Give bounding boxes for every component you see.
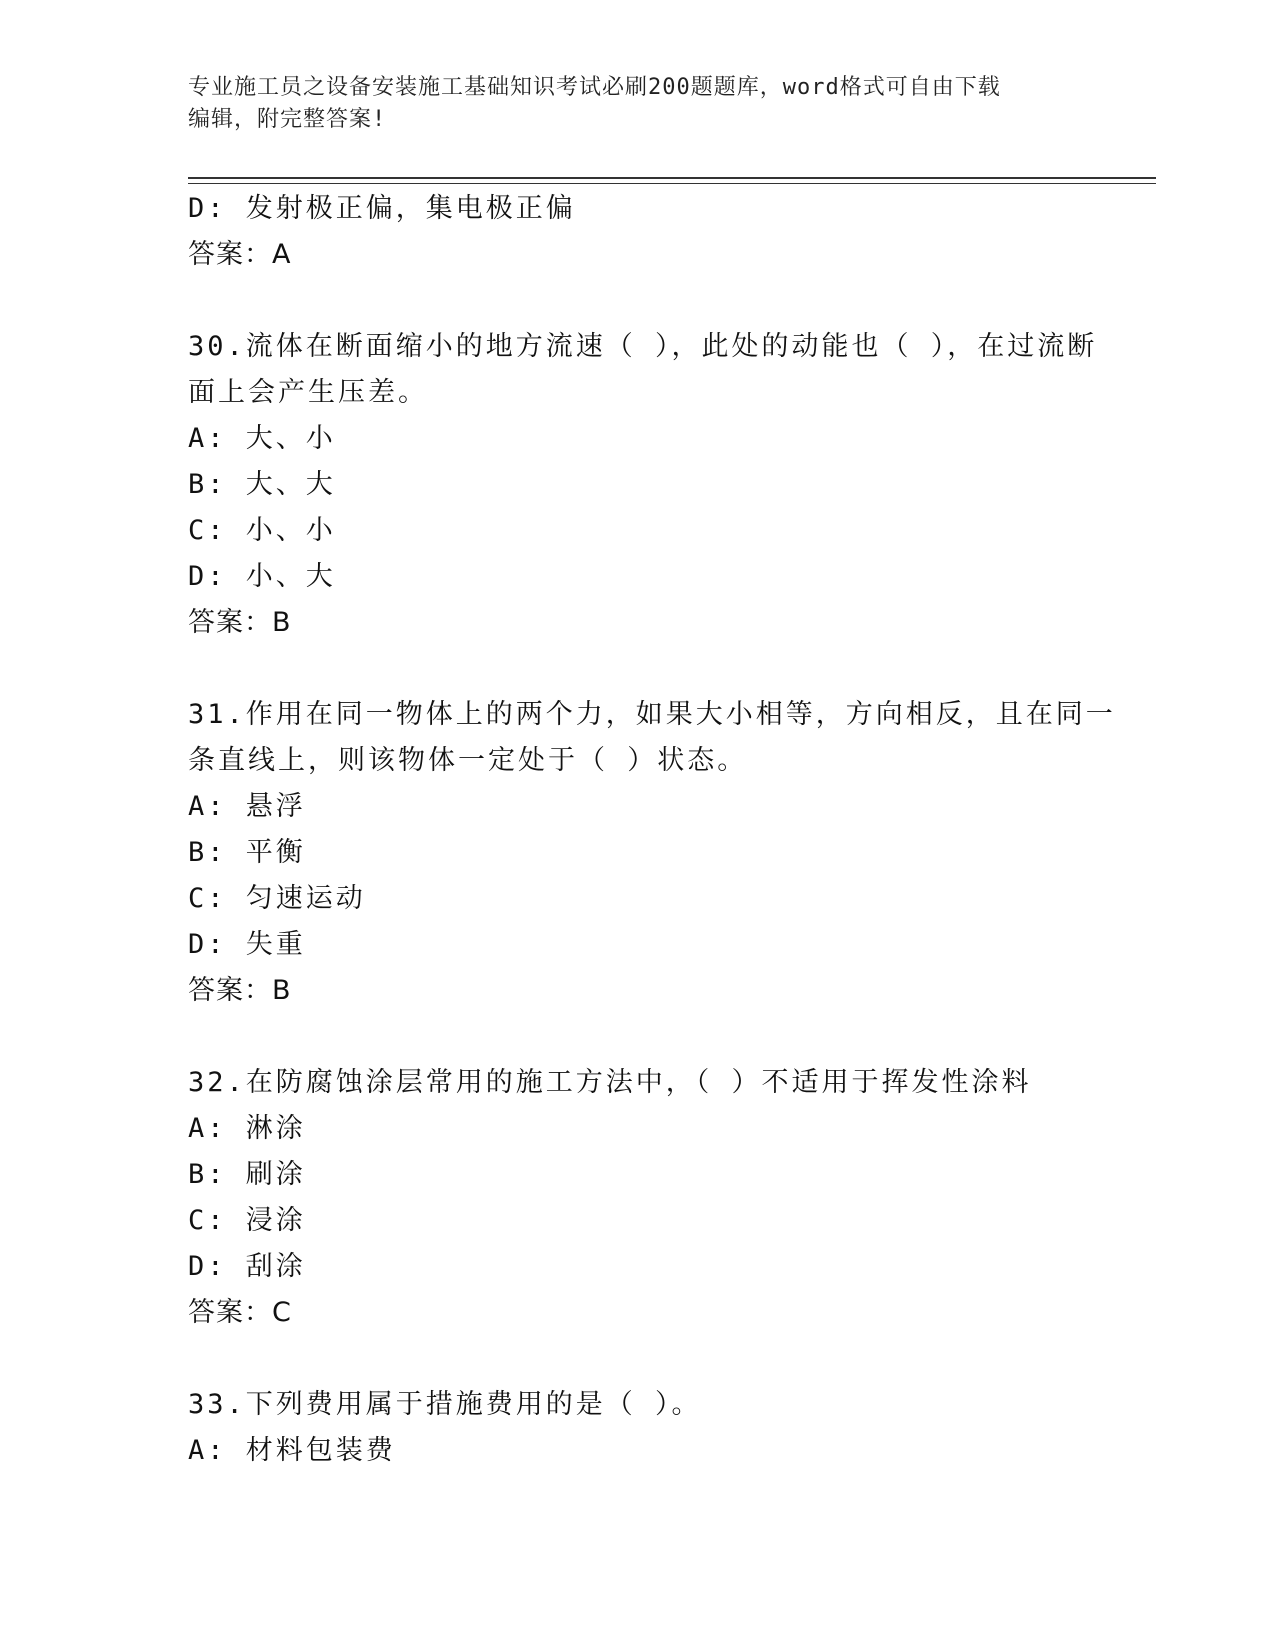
question-33	[188, 1382, 1088, 1474]
document-header	[188, 72, 1068, 136]
question-spacer	[188, 1336, 1088, 1382]
question-29-tail	[188, 186, 1088, 278]
option-d: D: 失重	[188, 929, 306, 960]
answer-line: 答案：B	[188, 607, 292, 638]
question-list	[188, 186, 1116, 1474]
answer-line: 答案：A	[188, 239, 292, 270]
question-stem-continued: 条直线上，则该物体一定处于（ ）状态。	[188, 745, 748, 776]
question-stem: 30.流体在断面缩小的地方流速（ ），此处的动能也（ ），在过流断	[188, 331, 1098, 362]
question-spacer	[188, 278, 1088, 324]
option-a: A: 大、小	[188, 423, 336, 454]
option-c: C: 匀速运动	[188, 883, 366, 914]
header-line-1: 专业施工员之设备安装施工基础知识考试必刷200题题库，word格式可自由下载	[188, 75, 1001, 100]
question-31	[188, 692, 1116, 1014]
answer-line: 答案：B	[188, 975, 292, 1006]
option-c: C: 小、小	[188, 515, 336, 546]
option-a: A: 悬浮	[188, 791, 306, 822]
option-a: A: 淋涂	[188, 1113, 306, 1144]
option-b: B: 平衡	[188, 837, 306, 868]
header-rule-thin	[188, 183, 1156, 184]
question-32	[188, 1060, 1088, 1336]
option-d: D: 小、大	[188, 561, 336, 592]
option-b: B: 刷涂	[188, 1159, 306, 1190]
question-stem: 32.在防腐蚀涂层常用的施工方法中，（ ）不适用于挥发性涂料	[188, 1067, 1032, 1098]
question-stem-continued: 面上会产生压差。	[188, 377, 428, 408]
option-b: B: 大、大	[188, 469, 336, 500]
option-c: C: 浸涂	[188, 1205, 306, 1236]
option-d: D: 发射极正偏，集电极正偏	[188, 193, 576, 224]
answer-line: 答案：C	[188, 1297, 292, 1328]
header-rule-thick	[188, 177, 1156, 179]
question-spacer	[188, 646, 1088, 692]
option-d: D: 刮涂	[188, 1251, 306, 1282]
option-a: A: 材料包装费	[188, 1435, 396, 1466]
question-spacer	[188, 1014, 1088, 1060]
question-stem: 31.作用在同一物体上的两个力，如果大小相等，方向相反，且在同一	[188, 699, 1116, 730]
header-line-2: 编辑，附完整答案!	[188, 107, 387, 132]
question-30	[188, 324, 1098, 646]
question-stem: 33.下列费用属于措施费用的是（ ）。	[188, 1389, 702, 1420]
